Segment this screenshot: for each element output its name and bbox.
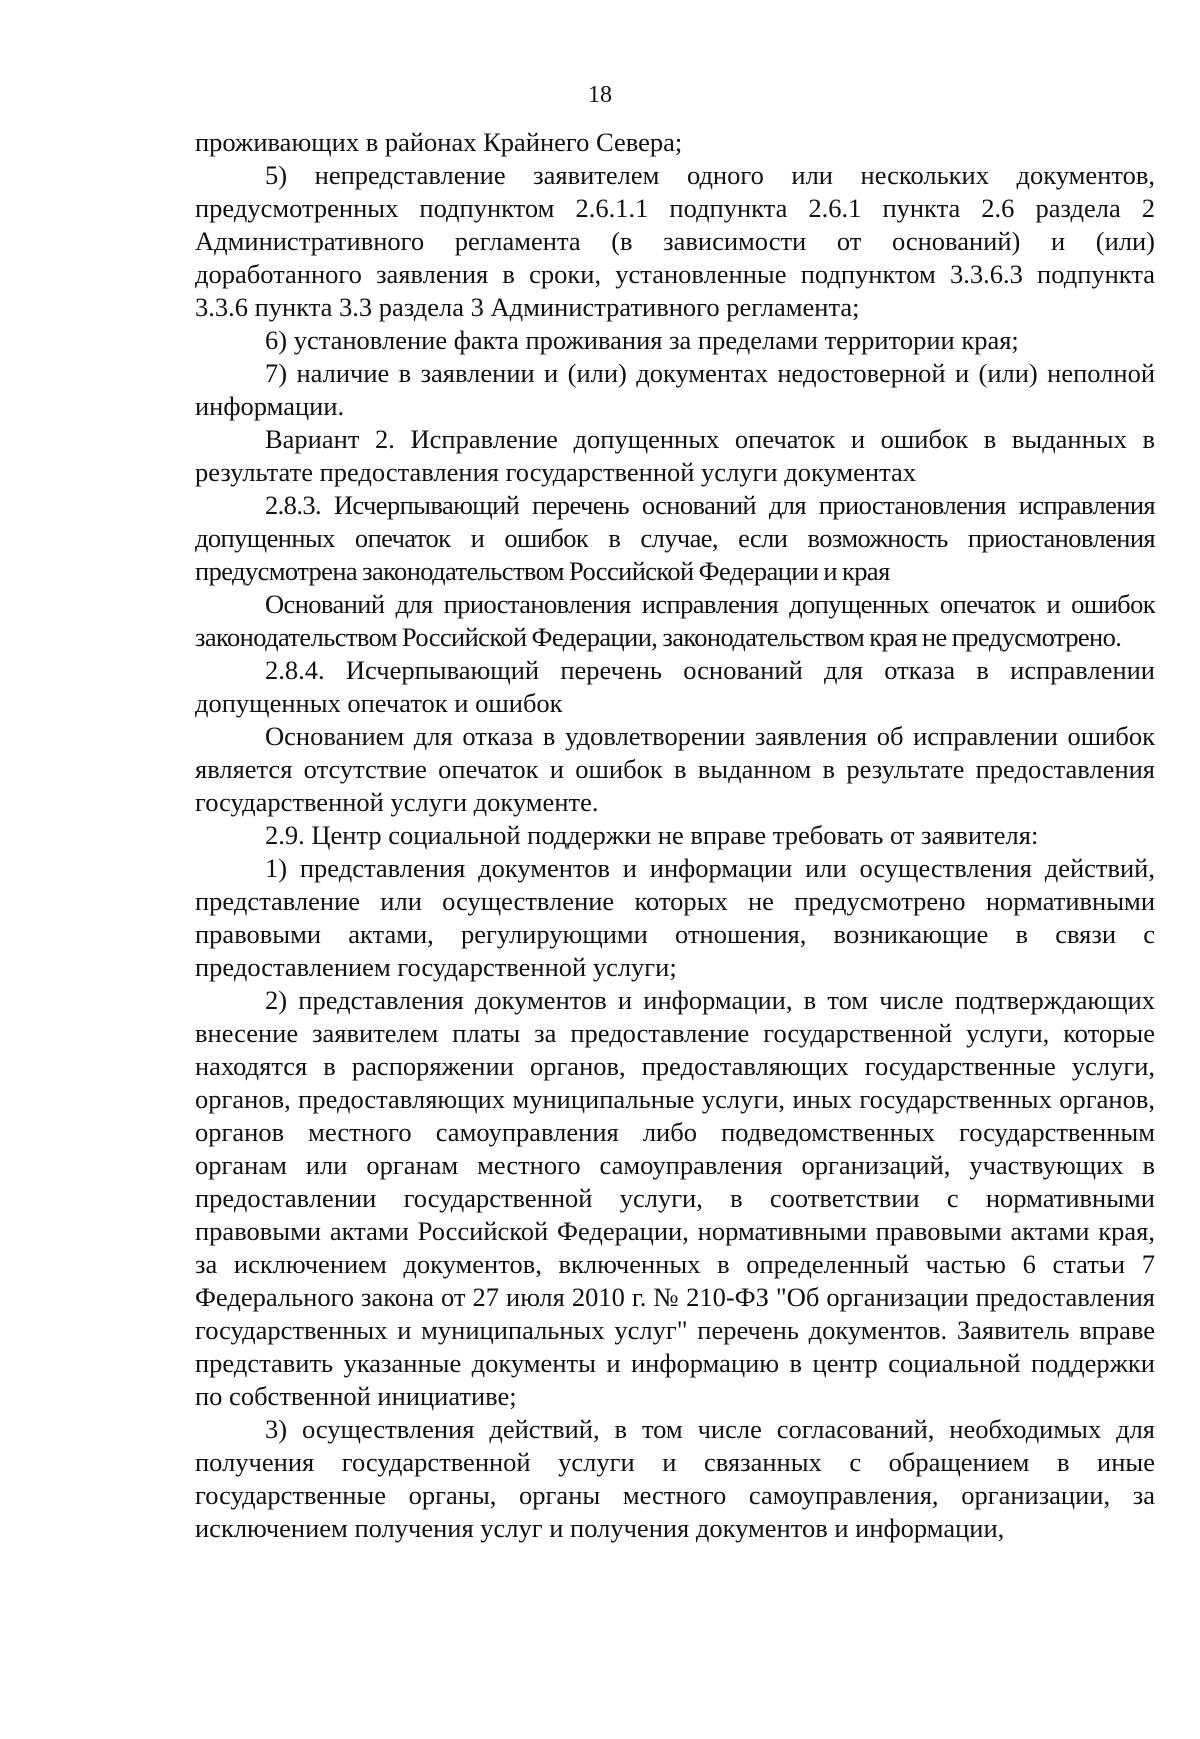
paragraph-2-8-3-heading: 2.8.3. Исчерпывающий перечень оснований для приостановления исправления допущенных опечаток и ошибок в случае, если возможность приостановления предусмотрена законодательством Российской Федерации и края	[195, 490, 1155, 586]
paragraph-2-9-heading: 2.9. Центр социальной поддержки не вправе требовать от заявителя:	[265, 820, 1039, 850]
paragraph-variant-2-heading: Вариант 2. Исправление допущенных опечаток и ошибок в выданных в результате предоставления государственной услуги документах	[195, 424, 1155, 487]
page-number: 18	[588, 82, 612, 108]
paragraph-item-5: 5) непредставление заявителем одного или нескольких документов, предусмотренных подпунктом 2.6.1.1 подпункта 2.6.1 пункта 2.6 раздела 2 Административного регламента (в зависимости от оснований) и (или) доработанного заявления в сроки, установленные подпунктом 3.3.6.3 подпункта 3.3.6 пункта 3.3 раздела 3 Административного регламента;	[195, 160, 1155, 322]
paragraph-2-8-3-body: Оснований для приостановления исправления допущенных опечаток и ошибок законодательством Российской Федерации, законодательством края не предусмотрено.	[195, 589, 1155, 652]
paragraph-2-9-item-3: 3) осуществления действий, в том числе согласований, необходимых для получения государственной услуги и связанных с обращением в иные государственные органы, органы местного самоуправления, организации, за исключением получения услуг и получения документов и информации,	[195, 1414, 1155, 1543]
paragraph-2-9-item-2: 2) представления документов и информации, в том числе подтверждающих внесение заявителем платы за предоставление государственной услуги, которые находятся в распоряжении органов, предоставляющих государственные услуги, органов, предоставляющих муниципальные услуги, иных государственных органов, органов местного самоуправления либо подведомственных государственным органам или органам местного самоуправления организаций, участвующих в предоставлении государственной услуги, в соответствии с нормативными правовыми актами Российской Федерации, нормативными правовыми актами края, за исключением документов, включенных в определенный частью 6 статьи 7 Федерального закона от 27 июля 2010 г. № 210-ФЗ "Об организации предоставления государственных и муниципальных услуг" перечень документов. Заявитель вправе представить указанные документы и информацию в центр социальной поддержки по собственной инициативе;	[195, 985, 1155, 1411]
paragraph-2-8-4-heading: 2.8.4. Исчерпывающий перечень оснований для отказа в исправлении допущенных опечаток и ошибок	[195, 655, 1155, 718]
document-body	[195, 126, 1155, 1545]
paragraph-2-9-item-1: 1) представления документов и информации или осуществления действий, представление или осуществление которых не предусмотрено нормативными правовыми актами, регулирующими отношения, возникающие в связи с предоставлением государственной услуги;	[195, 853, 1155, 982]
paragraph-item-6: 6) установление факта проживания за пределами территории края;	[265, 325, 1019, 355]
paragraph-continuation: проживающих в районах Крайнего Севера;	[195, 127, 683, 157]
paragraph-item-7: 7) наличие в заявлении и (или) документах недостоверной и (или) неполной информации.	[195, 358, 1155, 421]
paragraph-2-8-4-body: Основанием для отказа в удовлетворении заявления об исправлении ошибок является отсутствие опечаток и ошибок в выданном в результате предоставления государственной услуги документе.	[195, 721, 1155, 817]
